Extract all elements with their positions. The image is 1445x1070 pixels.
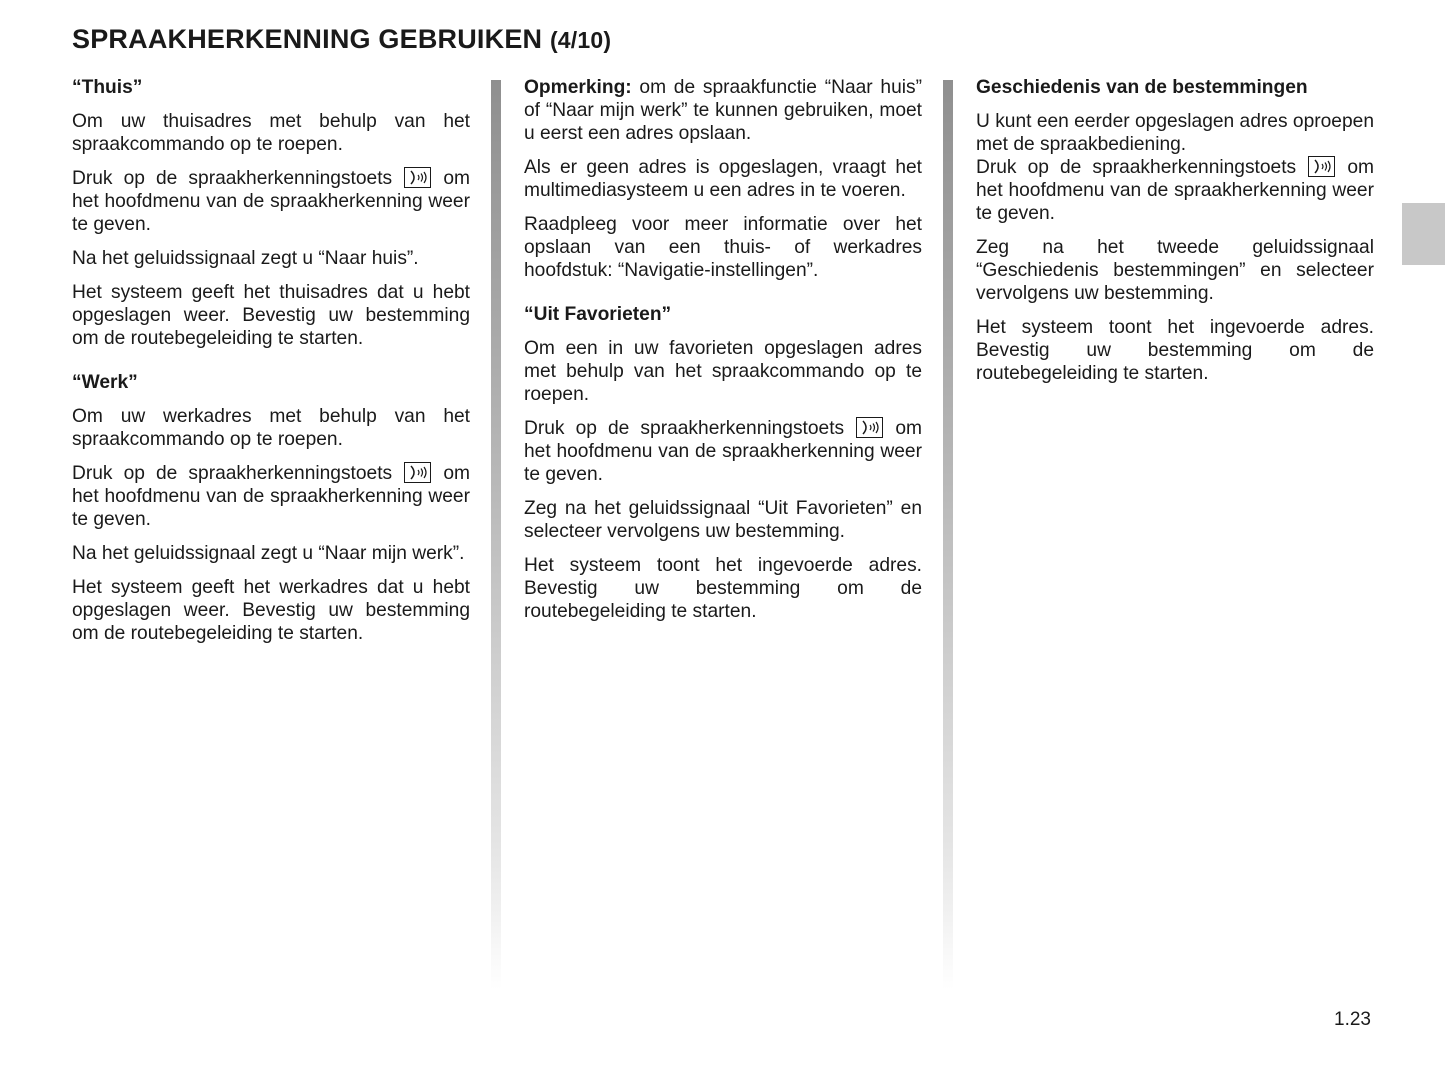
section-heading-thuis: “Thuis”	[72, 77, 143, 98]
paragraph: Raadpleeg voor meer informatie over het opslaan van een thuis- of werkadres hoofdstuk: “Navigatie-instellingen”.	[524, 214, 922, 281]
page-counter: (4/10)	[549, 27, 612, 53]
paragraph-text: Druk op de spraakherkenningstoets	[976, 157, 1297, 178]
column-divider	[491, 80, 501, 990]
paragraph: Na het geluidssignaal zegt u “Naar mijn werk”.	[72, 543, 465, 564]
paragraph: Zeg na het tweede geluidssignaal “Geschiedenis bestemmingen” en selecteer vervolgens uw bestemming.	[976, 237, 1374, 304]
paragraph-text: Druk op de spraakherkenningstoets	[72, 463, 393, 484]
paragraph-text: Druk op de spraakherkenningstoets	[524, 418, 845, 439]
paragraph-with-icon	[72, 167, 470, 236]
note-paragraph	[524, 76, 922, 145]
note-label: Opmerking:	[524, 77, 632, 98]
section-heading-uit-favorieten: “Uit Favorieten”	[524, 304, 672, 325]
paragraph-text: om het hoofdmenu van de spraakherkenning weer te geven.	[72, 463, 470, 530]
note-text: om de spraakfunctie “Naar huis” of “Naar mijn werk” te kunnen gebruiken, moet u eerst een adres opslaan.	[524, 77, 922, 144]
paragraph-text: Druk op de spraakherkenningstoets	[72, 168, 393, 189]
voice-recognition-icon	[856, 417, 883, 438]
voice-recognition-icon	[404, 462, 431, 483]
paragraph: Zeg na het geluidssignaal “Uit Favorieten” en selecteer vervolgens uw bestemming.	[524, 498, 922, 542]
column-1	[72, 76, 470, 656]
voice-recognition-icon	[1308, 156, 1335, 177]
paragraph: Om uw werkadres met behulp van het spraakcommando op te roepen.	[72, 406, 470, 450]
page-title	[72, 24, 611, 55]
paragraph-with-icon	[72, 462, 470, 531]
voice-recognition-icon	[404, 167, 431, 188]
paragraph: U kunt een eerder opgeslagen adres oproepen met de spraakbediening.	[976, 111, 1374, 155]
column-3	[976, 76, 1374, 396]
section-heading-geschiedenis: Geschiedenis van de bestemmingen	[976, 77, 1308, 98]
chapter-side-tab	[1402, 203, 1445, 265]
paragraph: Om uw thuisadres met behulp van het spraakcommando op te roepen.	[72, 111, 470, 155]
paragraph-text: om het hoofdmenu van de spraakherkenning weer te geven.	[72, 168, 470, 235]
paragraph: Het systeem geeft het werkadres dat u hebt opgeslagen weer. Bevestig uw bestemming om de routebegeleiding te starten.	[72, 577, 470, 644]
section-heading-werk: “Werk”	[72, 372, 138, 393]
paragraph: Het systeem toont het ingevoerde adres. Bevestig uw bestemming om de routebegeleiding te starten.	[976, 317, 1374, 384]
paragraph-with-icon	[524, 417, 922, 486]
column-divider	[943, 80, 953, 990]
paragraph: Het systeem geeft het thuisadres dat u hebt opgeslagen weer. Bevestig uw bestemming om de routebegeleiding te starten.	[72, 282, 470, 349]
paragraph: Om een in uw favorieten opgeslagen adres met behulp van het spraakcommando op te roepen.	[524, 338, 922, 405]
paragraph-text: om het hoofdmenu van de spraakherkenning weer te geven.	[976, 157, 1374, 224]
paragraph-with-icon	[976, 156, 1374, 225]
page-title-text: SPRAAKHERKENNING GEBRUIKEN	[72, 24, 543, 54]
paragraph: Na het geluidssignaal zegt u “Naar huis”.	[72, 248, 419, 269]
paragraph-text: om het hoofdmenu van de spraakherkenning weer te geven.	[524, 418, 922, 485]
paragraph: Als er geen adres is opgeslagen, vraagt het multimediasysteem u een adres in te voeren.	[524, 157, 922, 201]
page-number: 1.23	[1334, 1009, 1371, 1030]
column-2	[524, 76, 922, 634]
paragraph: Het systeem toont het ingevoerde adres. Bevestig uw bestemming om de routebegeleiding te starten.	[524, 555, 922, 622]
